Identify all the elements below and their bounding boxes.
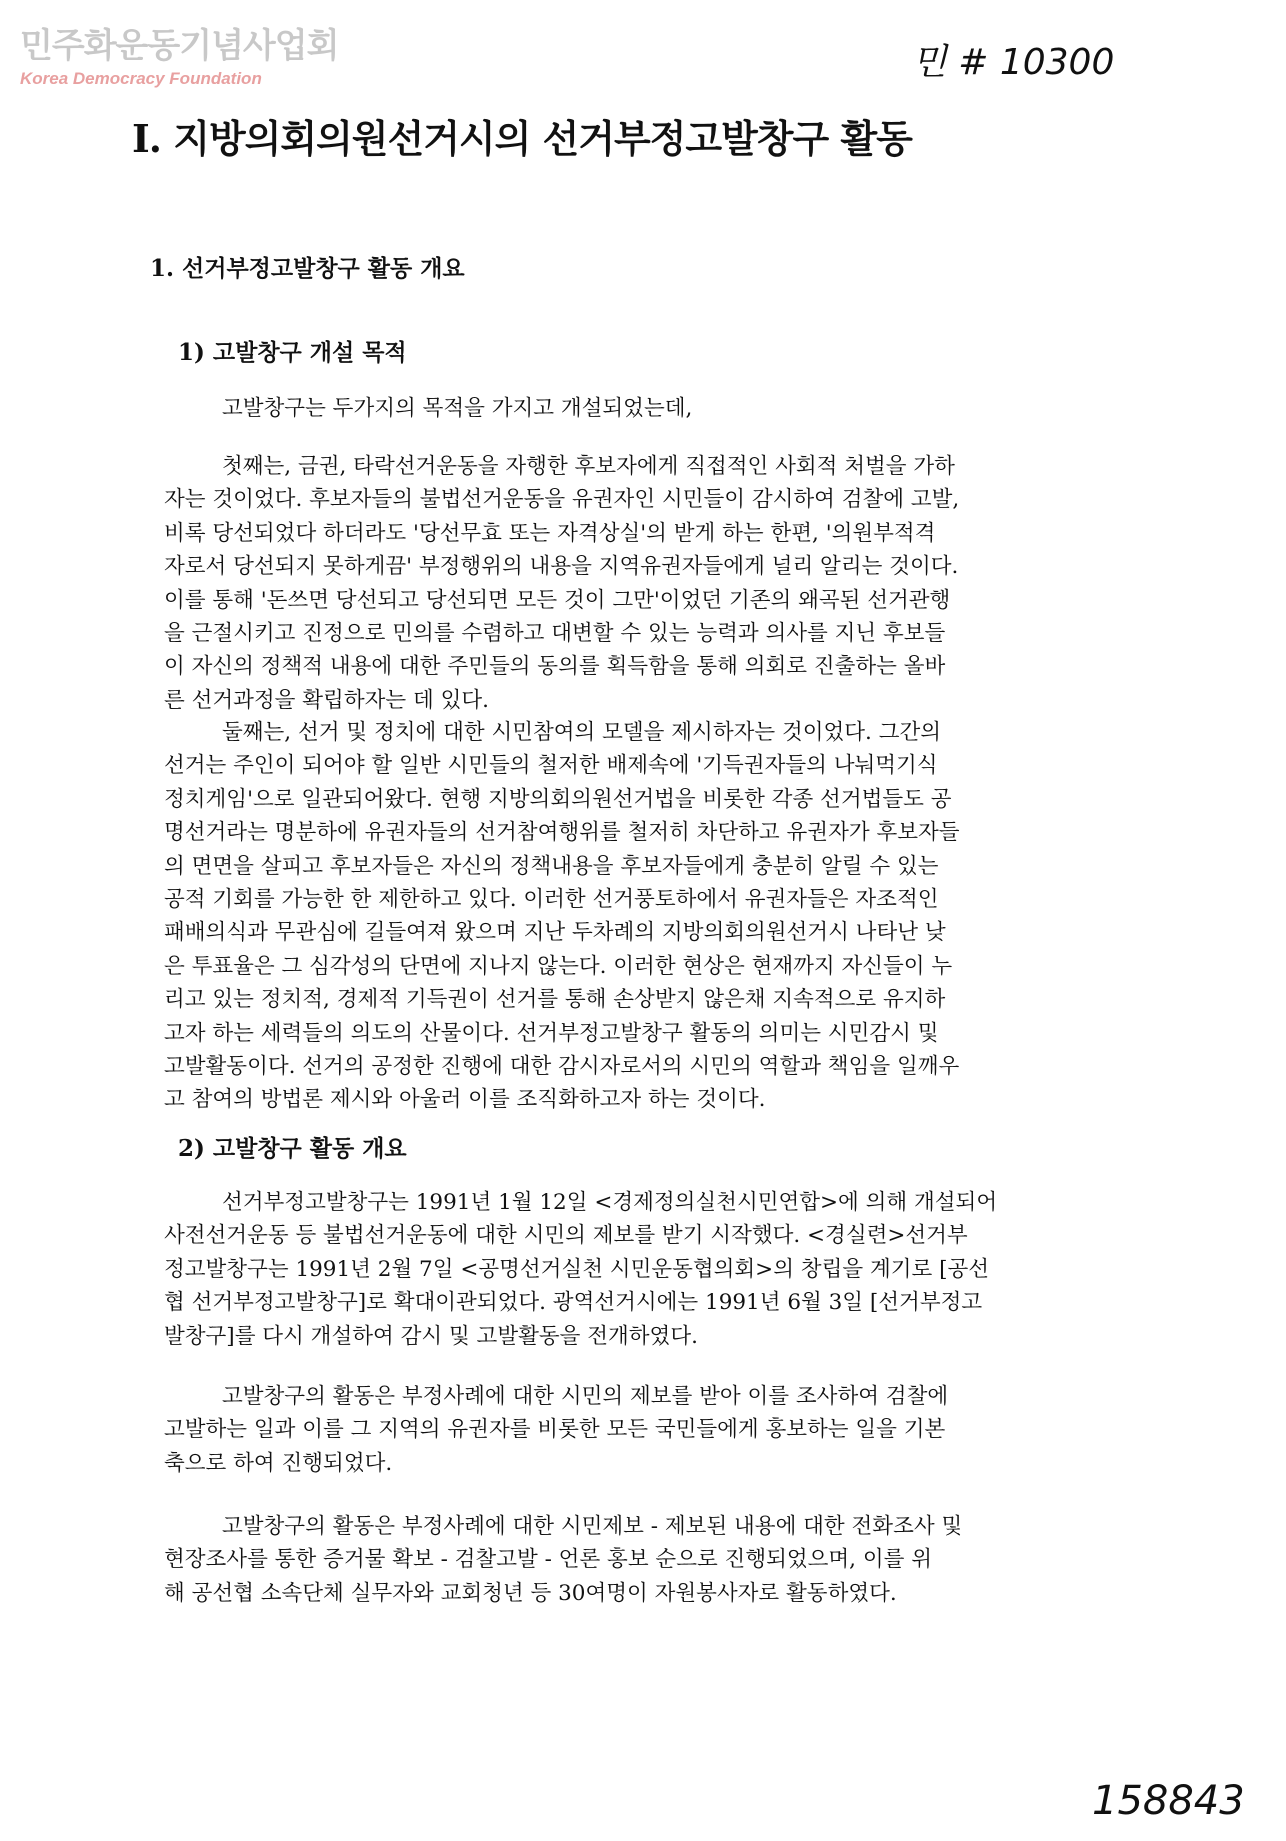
logo-korean: 민주화운동기념사업회 bbox=[20, 26, 339, 66]
subsection-title-purpose: 1) 고발창구 개설 목적 bbox=[178, 339, 407, 366]
text-line: 리고 있는 정치적, 경제적 기득권이 선거를 통해 손상받지 않은채 지속적으로 유지하 bbox=[164, 987, 946, 1013]
text-line: 정고발창구는 1991년 2월 7일 <공명선거실천 시민운동협의회>의 창립을 계기로 [공선 bbox=[164, 1256, 990, 1282]
text-line: 이를 통해 '돈쓰면 당선되고 당선되면 모든 것이 그만'이었던 기존의 왜곡된 선거관행 bbox=[164, 587, 951, 613]
text-line: 이 자신의 정책적 내용에 대한 주민들의 동의를 획득함을 통해 의회로 진출하는 올바 bbox=[164, 654, 946, 680]
logo-english: Korea Democracy Foundation bbox=[20, 69, 262, 88]
text-line: 은 투표율은 그 심각성의 단면에 지나지 않는다. 이러한 현상은 현재까지 자신들이 누 bbox=[164, 953, 953, 979]
text-line: 축으로 하여 진행되었다. bbox=[164, 1450, 393, 1476]
text-line: 비록 당선되었다 하더라도 '당선무효 또는 자격상실'의 받게 하는 한편, '의원부적격 bbox=[164, 520, 936, 546]
foundation-logo bbox=[20, 18, 338, 89]
chapter-title: I. 지방의회의원선거시의 선거부정고발창구 활동 bbox=[132, 116, 912, 161]
subsection-title-overview: 2) 고발창구 활동 개요 bbox=[178, 1135, 407, 1162]
text-line: 패배의식과 무관심에 길들여져 왔으며 지난 두차례의 지방의회의원선거시 나타난 낮 bbox=[164, 920, 946, 946]
text-line: 공적 기회를 가능한 한 제한하고 있다. 이러한 선거풍토하에서 유권자들은 자조적인 bbox=[164, 887, 939, 913]
text-line: 현장조사를 통한 증거물 확보 - 검찰고발 - 언론 홍보 순으로 진행되었으며, 이를 위 bbox=[164, 1547, 932, 1573]
text-line: 의 면면을 살피고 후보자들은 자신의 정책내용을 후보자들에게 충분히 알릴 수 있는 bbox=[164, 853, 939, 879]
paragraph-overview-process bbox=[164, 1510, 1196, 1610]
section-title: 1. 선거부정고발창구 활동 개요 bbox=[150, 255, 465, 282]
paragraph-overview-activity bbox=[164, 1380, 1196, 1480]
text-line: 른 선거과정을 확립하자는 데 있다. bbox=[164, 687, 489, 713]
text-line: 고발활동이다. 선거의 공정한 진행에 대한 감시자로서의 시민의 역할과 책임을 일깨우 bbox=[164, 1054, 960, 1080]
text-line: 명선거라는 명분하에 유권자들의 선거참여행위를 철저히 차단하고 유권자가 후보자들 bbox=[164, 820, 960, 846]
archive-number: 민 # 10300 bbox=[912, 42, 1115, 83]
text-line: 해 공선협 소속단체 실무자와 교회청년 등 30여명이 자원봉사자로 활동하였다. bbox=[164, 1580, 897, 1606]
text-line: 발창구]를 다시 개설하여 감시 및 고발활동을 전개하였다. bbox=[164, 1323, 698, 1349]
text-line: 고 참여의 방법론 제시와 아울러 이를 조직화하고자 하는 것이다. bbox=[164, 1087, 766, 1113]
text-line: 자로서 당선되지 못하게끔' 부정행위의 내용을 지역유권자들에게 널리 알리는 것이다. bbox=[164, 554, 959, 580]
text-line: 정치게임'으로 일관되어왔다. 현행 지방의회의원선거법을 비롯한 각종 선거법들도 공 bbox=[164, 786, 952, 812]
text-line: 협 선거부정고발창구]로 확대이관되었다. 광역선거시에는 1991년 6월 3일 [선거부정고 bbox=[164, 1290, 983, 1316]
text-line: 을 근절시키고 진정으로 민의를 수렴하고 대변할 수 있는 능력과 의사를 지닌 후보들 bbox=[164, 621, 946, 647]
text-line: 고자 하는 세력들의 의도의 산물이다. 선거부정고발창구 활동의 의미는 시민감시 및 bbox=[164, 1020, 939, 1046]
paragraph-second-purpose bbox=[164, 716, 1196, 1117]
text-line: 둘째는, 선거 및 정치에 대한 시민참여의 모델을 제시하자는 것이었다. 그간의 bbox=[222, 720, 942, 745]
text-line: 고발창구의 활동은 부정사례에 대한 시민의 제보를 받아 이를 조사하여 검찰에 bbox=[222, 1384, 949, 1409]
text-line: 사전선거운동 등 불법선거운동에 대한 시민의 제보를 받기 시작했다. <경실련>선거부 bbox=[164, 1223, 968, 1249]
intro-paragraph: 고발창구는 두가지의 목적을 가지고 개설되었는데, bbox=[222, 396, 693, 421]
text-line: 첫째는, 금권, 타락선거운동을 자행한 후보자에게 직접적인 사회적 처벌을 가하 bbox=[222, 454, 955, 479]
text-line: 선거부정고발창구는 1991년 1월 12일 <경제정의실천시민연합>에 의해 개설되어 bbox=[222, 1190, 998, 1215]
handwritten-page-number: 158843 bbox=[1092, 1778, 1245, 1824]
paragraph-overview-history bbox=[164, 1186, 1196, 1353]
paragraph-first-purpose bbox=[164, 450, 1196, 717]
text-line: 고발창구의 활동은 부정사례에 대한 시민제보 - 제보된 내용에 대한 전화조사 및 bbox=[222, 1514, 963, 1539]
text-line: 선거는 주인이 되어야 할 일반 시민들의 철저한 배제속에 '기득권자들의 나눠먹기식 bbox=[164, 753, 938, 779]
text-line: 고발하는 일과 이를 그 지역의 유권자를 비롯한 모든 국민들에게 홍보하는 일을 기본 bbox=[164, 1417, 946, 1443]
text-line: 자는 것이었다. 후보자들의 불법선거운동을 유권자인 시민들이 감시하여 검찰에 고발, bbox=[164, 487, 960, 513]
